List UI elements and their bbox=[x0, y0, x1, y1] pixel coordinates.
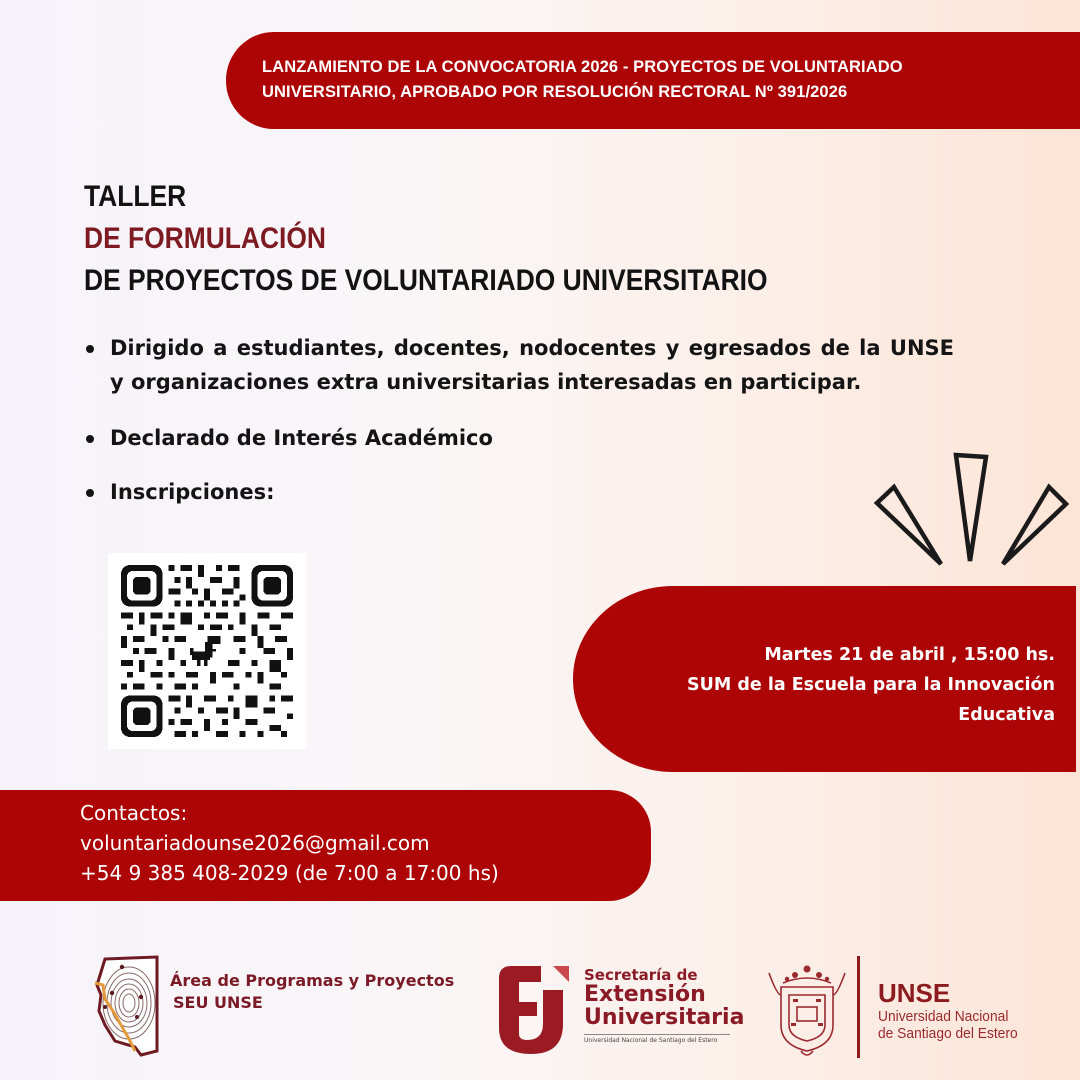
seu-line-4: Universidad Nacional de Santiago del Estero bbox=[584, 1034, 730, 1044]
qr-code-icon bbox=[120, 565, 294, 737]
contacts-text bbox=[80, 798, 499, 888]
announcement-text bbox=[262, 55, 1052, 105]
unse-name-line-1: Universidad Nacional bbox=[878, 1008, 1009, 1025]
page-title bbox=[84, 176, 861, 302]
logo-divider bbox=[857, 956, 860, 1058]
unse-crest-icon bbox=[767, 955, 847, 1059]
area-name: Área de Programas y Proyectos bbox=[170, 971, 455, 990]
announcement-line-1: LANZAMIENTO DE LA CONVOCATORIA 2026 - PROYECTOS DE VOLUNTARIADO bbox=[262, 58, 903, 76]
seu-line-2: Extensión bbox=[584, 982, 706, 1007]
event-place-line-2: Educativa bbox=[958, 705, 1055, 725]
seu-line-3: Universitaria bbox=[584, 1005, 745, 1030]
registration-qr-code[interactable] bbox=[108, 553, 306, 749]
title-line-formulacion: DE FORMULACIÓN bbox=[84, 222, 326, 255]
contact-phone-link[interactable]: +54 9 385 408-2029 (de 7:00 a 17:00 hs) bbox=[80, 861, 499, 885]
info-list bbox=[84, 331, 954, 509]
unse-name-line-2: de Santiago del Estero bbox=[878, 1025, 1018, 1042]
announcement-line-2: UNIVERSITARIO, APROBADO POR RESOLUCIÓN RECTORAL Nº 391/2026 bbox=[262, 83, 848, 101]
unse-acronym: UNSE bbox=[878, 978, 951, 1008]
seu-line-1: Secretaría de bbox=[584, 966, 698, 984]
santiago-fingerprint-logo-icon bbox=[95, 955, 163, 1057]
seu-text bbox=[584, 966, 744, 1044]
event-details-text bbox=[585, 640, 1055, 730]
area-sub: SEU UNSE bbox=[173, 993, 263, 1012]
title-line-proyectos: DE PROYECTOS DE VOLUNTARIADO UNIVERSITARIO bbox=[84, 264, 768, 297]
event-place-line-1: SUM de la Escuela para la Innovación bbox=[687, 675, 1055, 695]
list-item-audience: Dirigido a estudiantes, docentes, nodocentes y egresados de la UNSE y organizaciones extra universitarias interesadas en participar. bbox=[84, 331, 954, 399]
event-date-time: Martes 21 de abril , 15:00 hs. bbox=[764, 645, 1055, 665]
seu-ej-logo-icon bbox=[497, 964, 571, 1056]
unse-text bbox=[878, 978, 1030, 1042]
list-item-registration: Inscripciones: bbox=[84, 475, 954, 509]
contact-email-link[interactable]: voluntariadounse2026@gmail.com bbox=[80, 831, 430, 855]
area-programas-text bbox=[170, 970, 454, 1014]
list-item-academic-interest: Declarado de Interés Académico bbox=[84, 421, 954, 455]
title-line-taller: TALLER bbox=[84, 180, 187, 213]
contacts-label: Contactos: bbox=[80, 801, 188, 825]
